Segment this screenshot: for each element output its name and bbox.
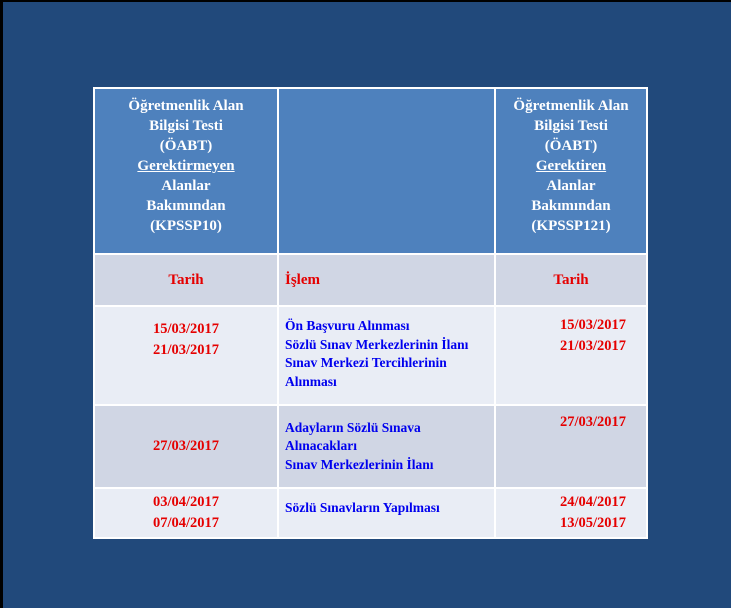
header-line: Bakımından [146, 198, 226, 214]
header-cell-empty [278, 88, 495, 254]
header-cell-kpssp121 [495, 88, 647, 254]
date-cell-left [94, 488, 278, 538]
subheader-tarih-left [94, 254, 278, 306]
islem-line: Sözlü Sınavların Yapılması [285, 500, 440, 515]
table-row [94, 488, 647, 538]
date-line: 27/03/2017 [559, 414, 626, 430]
date-line: 21/03/2017 [559, 338, 626, 354]
islem-line: Adayların Sözlü Sınava Alınacakları [285, 419, 421, 454]
date-cell-left [94, 405, 278, 488]
header-line-underlined: Gerektirmeyen [137, 158, 235, 174]
header-line: Alanlar [546, 178, 596, 194]
date-line: 13/05/2017 [559, 515, 626, 531]
date-cell-right [495, 405, 647, 488]
header-line: (KPSSP10) [150, 218, 222, 234]
date-cell-right [495, 306, 647, 405]
islem-cell [278, 306, 495, 405]
subheader-islem [278, 254, 495, 306]
header-line: (ÖABT) [159, 138, 213, 154]
header-line: (KPSSP121) [531, 218, 611, 234]
date-line: 07/04/2017 [152, 515, 220, 531]
date-line: 15/03/2017 [152, 321, 220, 337]
islem-cell [278, 488, 495, 538]
date-cell-right [495, 488, 647, 538]
islem-line: Sözlü Sınav Merkezlerinin İlanı [285, 336, 469, 352]
header-line: Bilgisi Testi [534, 118, 608, 134]
islem-line: Ön Başvuru Alınması [285, 318, 410, 333]
islem-line: Sınav Merkezlerinin İlanı [285, 456, 434, 472]
islem-line: Sınav Merkezi Tercihlerinin Alınması [285, 355, 447, 389]
date-line: 21/03/2017 [152, 342, 220, 358]
column-label: İşlem [285, 271, 320, 288]
date-line: 03/04/2017 [152, 494, 220, 510]
header-line: Bakımından [531, 198, 611, 214]
subheader-row [94, 254, 647, 306]
subheader-tarih-right [495, 254, 647, 306]
islem-cell [278, 405, 495, 488]
header-line: Öğretmenlik Alan [128, 98, 244, 114]
column-label: Tarih [553, 271, 589, 288]
header-line: Alanlar [161, 178, 211, 194]
date-line: 15/03/2017 [559, 317, 626, 333]
table-row [94, 405, 647, 488]
header-line: (ÖABT) [544, 138, 598, 154]
date-line: 27/03/2017 [152, 438, 220, 454]
table-row [94, 306, 647, 405]
date-line: 24/04/2017 [559, 494, 626, 510]
date-cell-left [94, 306, 278, 405]
exam-schedule-table [93, 87, 648, 539]
header-cell-kpssp10 [94, 88, 278, 254]
column-label: Tarih [168, 271, 204, 288]
header-line: Bilgisi Testi [149, 118, 223, 134]
header-line: Öğretmenlik Alan [513, 98, 629, 114]
header-line-underlined: Gerektiren [535, 158, 607, 174]
header-row [94, 88, 647, 254]
